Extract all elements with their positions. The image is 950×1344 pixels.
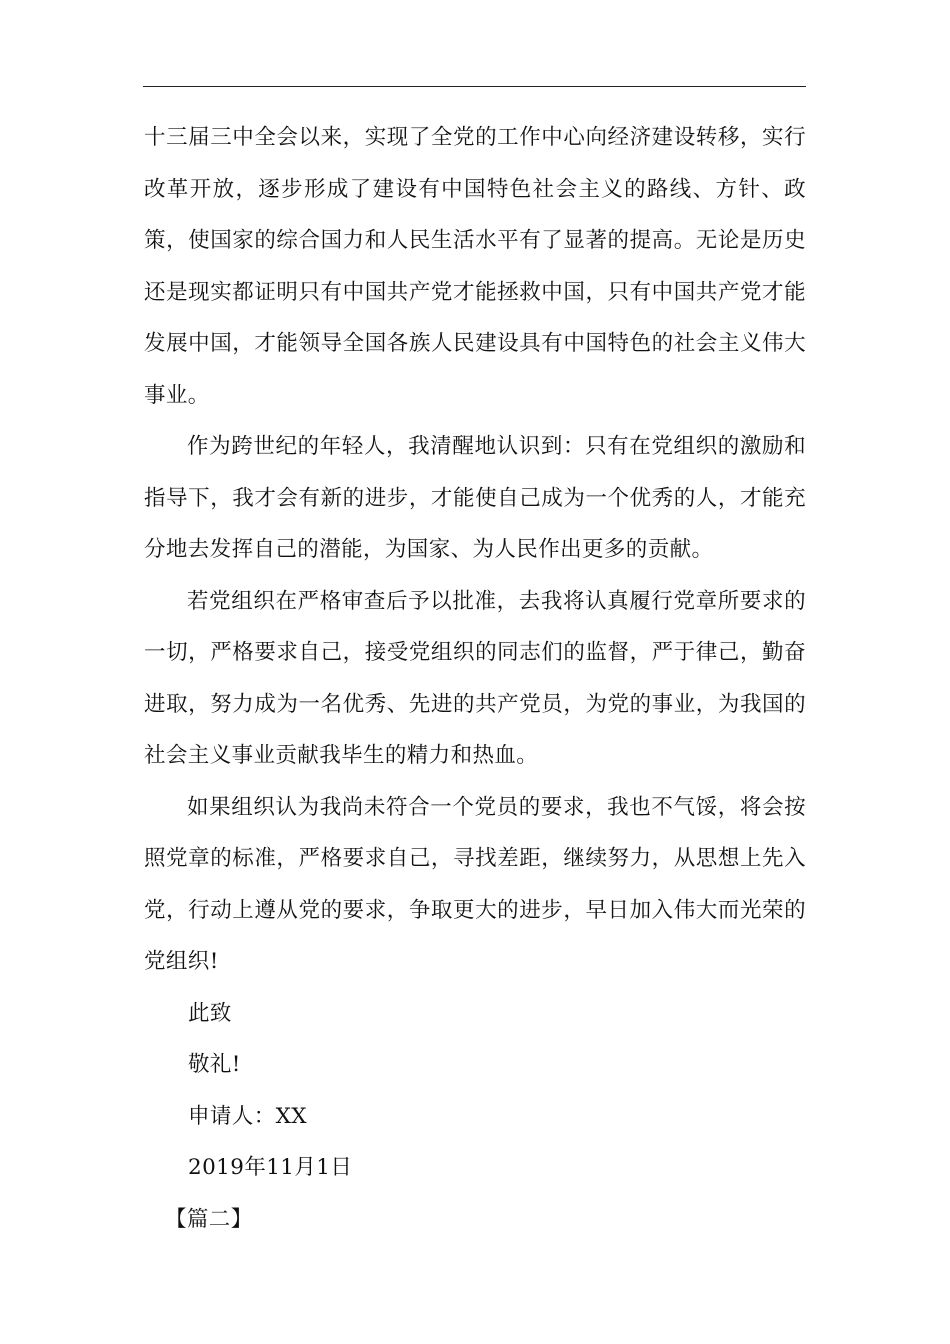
document-body	[144, 112, 806, 1245]
closing-regards: 敬礼!	[188, 1052, 241, 1077]
applicant-signature: 申请人：XX	[188, 1103, 308, 1129]
section-marker: 【篇二】	[165, 1206, 253, 1232]
paragraph-perseverance: 如果组织认为我尚未符合一个党员的要求，我也不气馁，将会按照党章的标准，严格要求自己，寻找差距，继续努力，从思想上先入党，行动上遵从党的要求，争取更大的进步，早日加入伟大而光荣的党组织!	[144, 794, 806, 974]
closing-salutation: 此致	[188, 1000, 232, 1026]
header-rule	[143, 86, 806, 87]
paragraph-continuation: 十三届三中全会以来，实现了全党的工作中心向经济建设转移，实行改革开放，逐步形成了建设有中国特色社会主义的路线、方针、政策，使国家的综合国力和人民生活水平有了显著的提高。无论是历史还是现实都证明只有中国共产党才能拯救中国，只有中国共产党才能发展中国，才能领导全国各族人民建设具有中国特色的社会主义伟大事业。	[144, 125, 806, 408]
letter-date: 2019年11月1日	[188, 1155, 353, 1180]
paragraph-commitment: 若党组织在严格审查后予以批准，去我将认真履行党章所要求的一切，严格要求自己，接受党组织的同志们的监督，严于律己，勤奋进取，努力成为一名优秀、先进的共产党员，为党的事业，为我国的社会主义事业贡献我毕生的精力和热血。	[144, 588, 806, 768]
paragraph-young-generation: 作为跨世纪的年轻人，我清醒地认识到：只有在党组织的激励和指导下，我才会有新的进步，才能使自己成为一个优秀的人，才能充分地去发挥自己的潜能，为国家、为人民作出更多的贡献。	[144, 434, 806, 562]
